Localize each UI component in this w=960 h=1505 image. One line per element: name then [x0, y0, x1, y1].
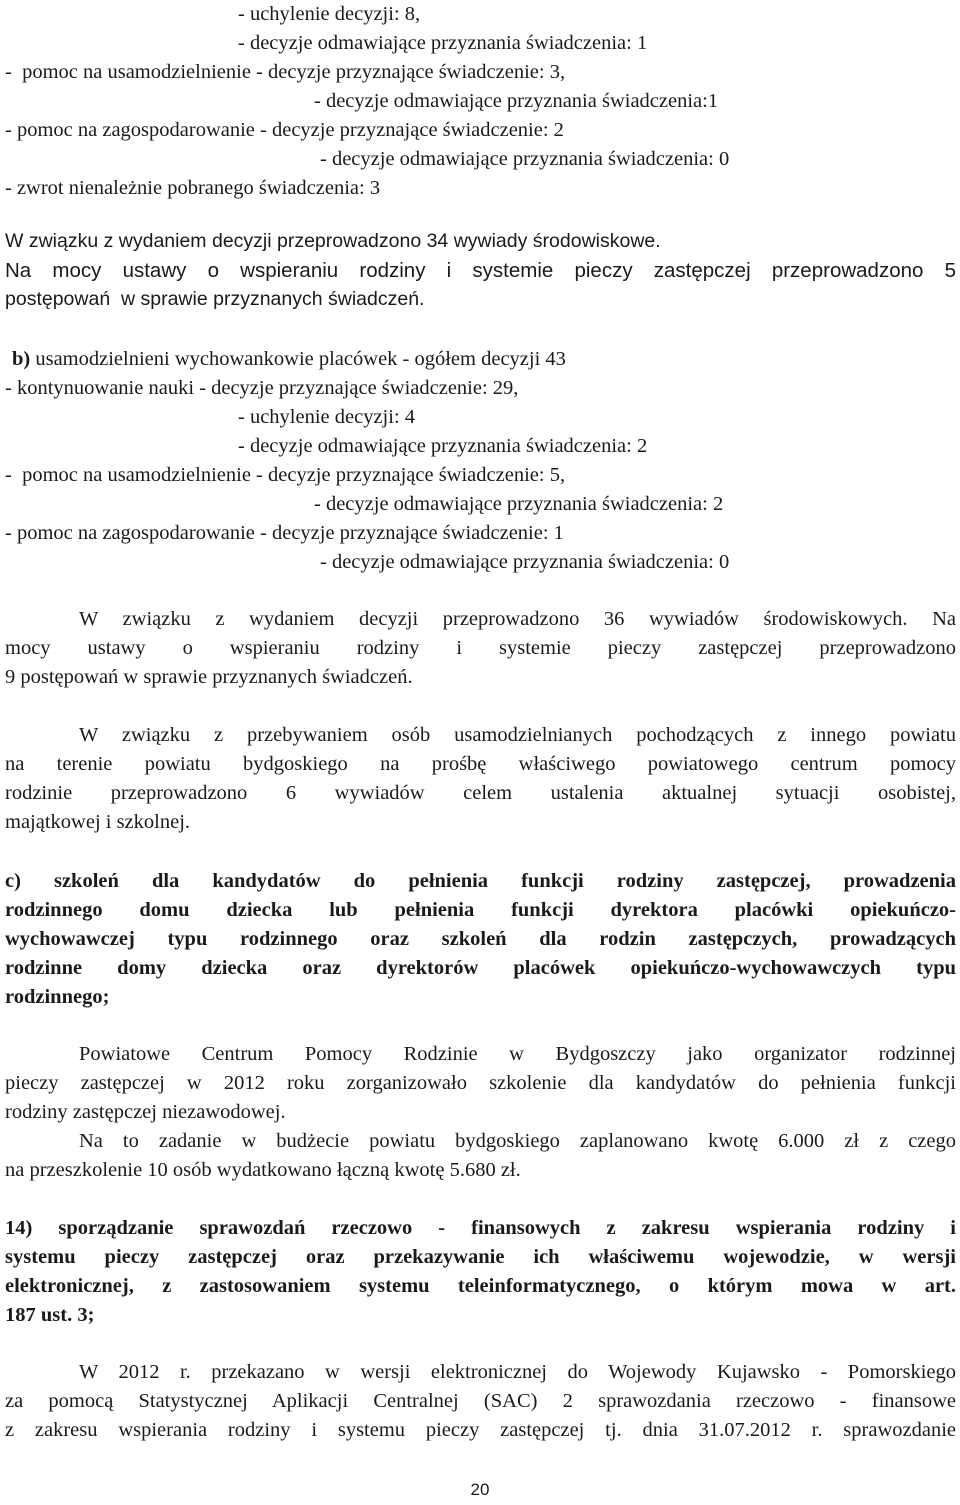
summary-line: W związku z wydaniem decyzji przeprowadzono 34 wywiady środowiskowe. — [5, 230, 661, 252]
section-14-heading: systemu pieczy zastępczej oraz przekazywanie ich właściwemu wojewodzie, w wersji — [5, 1246, 956, 1268]
summary-line: Na mocy ustawy o wspieraniu rodziny i systemie pieczy zastępczej przeprowadzono 5 — [5, 259, 956, 282]
section-b-heading — [12, 345, 566, 374]
paragraph-line: Na to zadanie w budżecie powiatu bydgoskiego zaplanowano kwotę 6.000 zł z czego — [79, 1130, 956, 1152]
paragraph-line: za pomocą Statystycznej Aplikacji Centralnej (SAC) 2 sprawozdania rzeczowo - finansowe — [5, 1390, 956, 1412]
paragraph-line: z zakresu wspierania rodziny i systemu pieczy zastępczej tj. dnia 31.07.2012 r. sprawozdanie — [5, 1419, 956, 1441]
section-c-heading: rodzinne domy dziecka oraz dyrektorów placówek opiekuńczo-wychowawczych typu — [5, 957, 956, 979]
list-item: - uchylenie decyzji: 4 — [238, 406, 416, 428]
paragraph-line: W związku z wydaniem decyzji przeprowadzono 36 wywiadów środowiskowych. Na — [79, 608, 956, 630]
section-b-marker: b) — [12, 348, 31, 370]
list-item: - pomoc na zagospodarowanie - decyzje przyznające świadczenie: 2 — [5, 119, 564, 141]
section-c-heading: rodzinnego domu dziecka lub pełnienia funkcji dyrektora placówki opiekuńczo- — [5, 899, 956, 921]
list-item: - decyzje odmawiające przyznania świadczenia: 1 — [238, 32, 648, 54]
paragraph-line: pieczy zastępczej w 2012 roku zorganizowało szkolenie dla kandydatów do pełnienia funkcji — [5, 1072, 956, 1094]
list-item: - kontynuowanie nauki - decyzje przyznające świadczenie: 29, — [5, 377, 519, 399]
section-c-heading: wychowawczej typu rodzinnego oraz szkoleń dla rodzin zastępczych, prowadzących — [5, 928, 956, 950]
section-c-heading: rodzinnego; — [5, 986, 110, 1008]
paragraph-line: 9 postępowań w sprawie przyznanych świadczeń. — [5, 666, 413, 688]
paragraph-line: Powiatowe Centrum Pomocy Rodzinie w Bydgoszczy jako organizator rodzinnej — [79, 1043, 956, 1065]
page-number: 20 — [470, 1480, 490, 1499]
paragraph-line: majątkowej i szkolnej. — [5, 811, 191, 833]
list-item: - decyzje odmawiające przyznania świadczenia: 0 — [320, 148, 730, 170]
list-item: - pomoc na usamodzielnienie - decyzje przyznające świadczenie: 3, — [5, 61, 566, 83]
summary-line: postępowań w sprawie przyznanych świadczeń. — [5, 288, 425, 310]
section-b-heading-text: usamodzielnieni wychowankowie placówek - ogółem decyzji 43 — [30, 348, 566, 370]
paragraph-line: na przeszkolenie 10 osób wydatkowano łączną kwotę 5.680 zł. — [5, 1159, 521, 1181]
list-item: - pomoc na zagospodarowanie - decyzje przyznające świadczenie: 1 — [5, 522, 564, 544]
list-item: - decyzje odmawiające przyznania świadczenia:1 — [314, 90, 719, 112]
paragraph-line: W 2012 r. przekazano w wersji elektronicznej do Wojewody Kujawsko - Pomorskiego — [79, 1361, 956, 1383]
section-14-heading: 187 ust. 3; — [5, 1304, 95, 1326]
paragraph-line: rodzinie przeprowadzono 6 wywiadów celem ustalenia aktualnej sytuacji osobistej, — [5, 782, 956, 804]
list-item: - uchylenie decyzji: 8, — [238, 3, 421, 25]
section-14-heading: elektronicznej, z zastosowaniem systemu teleinformatycznego, o którym mowa w art. — [5, 1275, 956, 1297]
list-item: - pomoc na usamodzielnienie - decyzje przyznające świadczenie: 5, — [5, 464, 566, 486]
paragraph-line: mocy ustawy o wspieraniu rodziny i systemie pieczy zastępczej przeprowadzono — [5, 637, 956, 659]
list-item: - decyzje odmawiające przyznania świadczenia: 0 — [320, 551, 730, 573]
paragraph-line: na terenie powiatu bydgoskiego na prośbę właściwego powiatowego centrum pomocy — [5, 753, 956, 775]
paragraph-line: rodziny zastępczej niezawodowej. — [5, 1101, 286, 1123]
list-item: - decyzje odmawiające przyznania świadczenia: 2 — [238, 435, 648, 457]
list-item: - zwrot nienależnie pobranego świadczenia: 3 — [5, 177, 381, 199]
list-item: - decyzje odmawiające przyznania świadczenia: 2 — [314, 493, 724, 515]
paragraph-line: W związku z przebywaniem osób usamodzielnianych pochodzących z innego powiatu — [79, 724, 956, 746]
section-c-heading: c) szkoleń dla kandydatów do pełnienia funkcji rodziny zastępczej, prowadzenia — [5, 870, 956, 892]
section-14-heading: 14) sporządzanie sprawozdań rzeczowo - finansowych z zakresu wspierania rodziny i — [5, 1217, 956, 1239]
